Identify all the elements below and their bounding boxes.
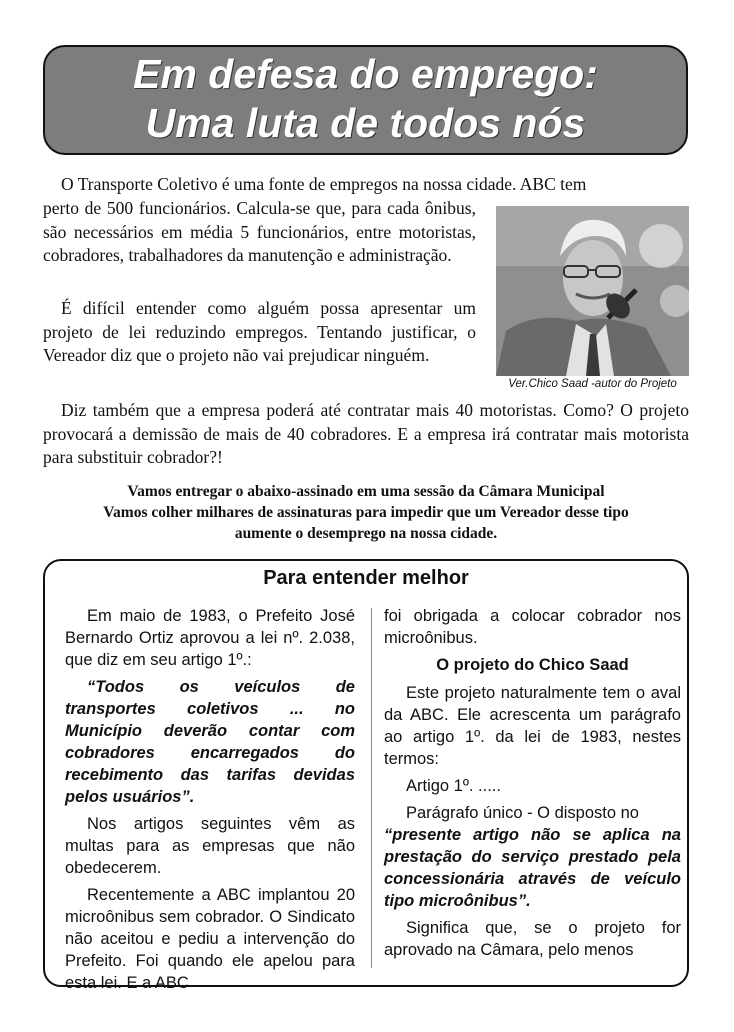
- explainer-left-column: [65, 605, 355, 999]
- call-line-1: Vamos entregar o abaixo-assinado em uma sessão da Câmara Municipal: [127, 483, 605, 500]
- intro-paragraph-3: Diz também que a empresa poderá até contratar mais 40 motoristas. Como? O projeto provocará a demissão de mais de 40 cobradores. E a empresa irá contratar mais motorista para substituir cobrador?!: [43, 400, 689, 467]
- intro-paragraph-1-body: perto de 500 funcionários. Calcula-se que, para cada ônibus, são necessários em média 5 funcionários, entre motoristas, cobradores, trabalhadores da manutenção e administração.: [43, 198, 476, 265]
- law-quote: “Todos os veículos de transportes coletivos ... no Município deverão contar com cobradores encarregados do recebimento das tarifas devidas pelos usuários”.: [65, 678, 355, 806]
- right-subheading: O projeto do Chico Saad: [436, 656, 629, 674]
- explainer-title: Para entender melhor: [263, 567, 469, 589]
- right-paragraph-5: Significa que, se o projeto for aprovado na Câmara, pelo menos: [384, 919, 681, 959]
- explainer-box: [43, 559, 689, 992]
- left-paragraph-1: Em maio de 1983, o Prefeito José Bernardo Ortiz aprovou a lei nº. 2.038, que diz em seu artigo 1º.:: [65, 607, 355, 669]
- intro-paragraph-1-first-line: O Transporte Coletivo é uma fonte de empregos na nossa cidade. ABC tem: [61, 174, 587, 194]
- councilman-photo: [496, 206, 689, 376]
- bill-quote: “presente artigo não se aplica na prestação do serviço prestado pela concessionária através de veículo tipo microônibus”.: [384, 826, 681, 910]
- right-paragraph-4: Parágrafo único - O disposto no: [406, 804, 639, 822]
- intro-paragraph-2: É difícil entender como alguém possa apresentar um projeto de lei reduzindo empregos. Tentando justificar, o Vereador diz que o projeto não vai prejudicar ninguém.: [43, 298, 476, 365]
- explainer-right-column: [384, 605, 681, 966]
- headline-banner: [43, 45, 688, 155]
- headline-line-2: Uma luta de todos nós: [145, 100, 586, 146]
- photo-caption: Ver.Chico Saad -autor do Projeto: [508, 378, 677, 390]
- call-to-action: [43, 481, 689, 544]
- right-paragraph-1: foi obrigada a colocar cobrador nos microônibus.: [384, 607, 681, 647]
- left-paragraph-3: Recentemente a ABC implantou 20 microônibus sem cobrador. O Sindicato não aceitou e pediu a intervenção do Prefeito. Foi quando ele apelou para esta lei. E a ABC: [65, 886, 355, 992]
- headline-line-1: Em defesa do emprego:: [133, 51, 598, 97]
- call-line-2: Vamos colher milhares de assinaturas para impedir que um Vereador desse tipo: [103, 504, 629, 521]
- portrait-image: [496, 206, 689, 376]
- left-paragraph-2: Nos artigos seguintes vêm as multas para as empresas que não obedecerem.: [65, 815, 355, 877]
- right-paragraph-2: Este projeto naturalmente tem o aval da ABC. Ele acrescenta um parágrafo ao artigo 1º. da lei de 1983, nestes termos:: [384, 684, 681, 768]
- column-divider: [371, 608, 372, 968]
- call-line-3: aumente o desemprego na nossa cidade.: [234, 525, 498, 542]
- right-paragraph-3: Artigo 1º. .....: [406, 777, 501, 795]
